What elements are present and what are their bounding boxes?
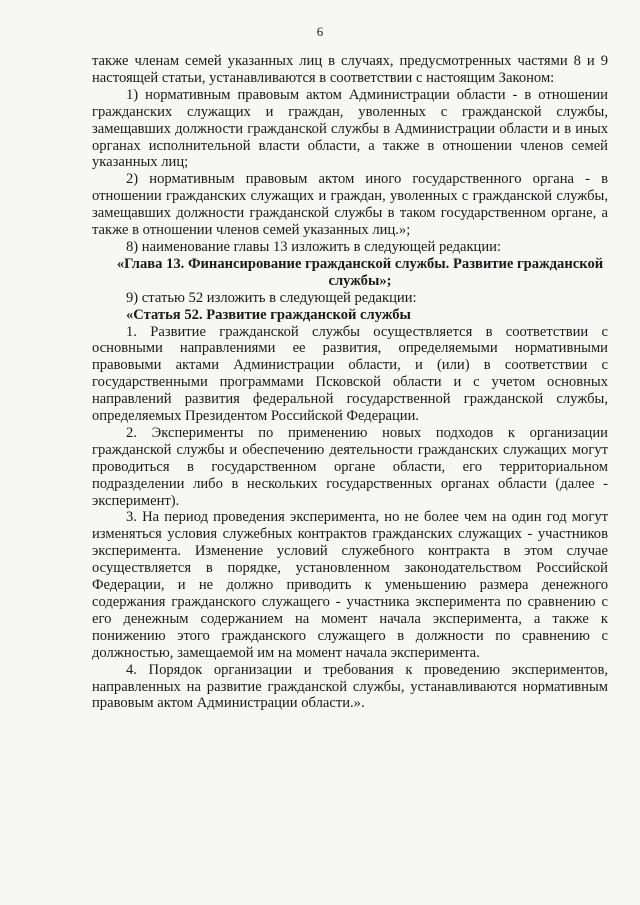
paragraph-item-2: 2) нормативным правовым актом иного государственного органа - в отношении гражданских служащих и граждан, уволенных с гражданской службы, замещавших должности гражданской службы в таком государственном органе, а также в отношении членов семей указанных лиц.»; <box>92 171 608 239</box>
page-number: 6 <box>316 24 324 39</box>
article-clause-2: 2. Эксперименты по применению новых подходов к организации гражданской службы и обеспечению деятельности гражданских служащих могут проводиться в государственном органе области, его территориальном подразделении либо в нескольких государственных органах области (далее - эксперимент). <box>92 424 608 509</box>
paragraph-intro: также членам семей указанных лиц в случаях, предусмотренных частями 8 и 9 настоящей статьи, устанавливаются в соответствии с настоящим Законом: <box>92 53 608 86</box>
article-clause-3: 3. На период проведения эксперимента, но не более чем на один год могут изменяться условия служебных контрактов гражданских служащих - участников эксперимента. Изменение условий служебного контракта в этом случае осуществляется в порядке, установленном законодательством Российской Федерации, и не должно приводить к уменьшению размера денежного содержания гражданского служащего - участника эксперимента по сравнению с его денежным содержанием на момент начала эксперимента, а также к понижению этого гражданского служащего в должности по сравнению с должностью, замещаемой им на момент начала эксперимента. <box>92 509 608 661</box>
article-heading: «Статья 52. Развитие гражданской службы <box>126 306 411 323</box>
article-clause-1: 1. Развитие гражданской службы осуществляется в соответствии с основными направлениями ее развития, определяемыми нормативными правовыми актами Администрации области, и (или) в соответствии с государственными программами Псковской области и с учетом основных направлений развития федеральной государственной гражданской службы, определяемых Президентом Российской Федерации. <box>92 323 608 425</box>
paragraph-item-8: 8) наименование главы 13 изложить в следующей редакции: <box>126 238 502 255</box>
paragraph-item-1: 1) нормативным правовым актом Администрации области - в отношении гражданских служащих и граждан, уволенных с гражданской службы, замещавших должности гражданской службы в Администрации области и в иных органах исполнительной власти области, а также в отношении членов семей указанных лиц; <box>92 86 608 171</box>
document-body <box>92 53 608 712</box>
article-clause-4: 4. Порядок организации и требования к проведению экспериментов, направленных на развитие гражданской службы, устанавливаются нормативным правовым актом Администрации области.». <box>92 661 608 712</box>
paragraph-item-9: 9) статью 52 изложить в следующей редакции: <box>126 289 417 306</box>
chapter-heading: «Глава 13. Финансирование гражданской службы. Развитие гражданской службы»; <box>116 255 604 289</box>
